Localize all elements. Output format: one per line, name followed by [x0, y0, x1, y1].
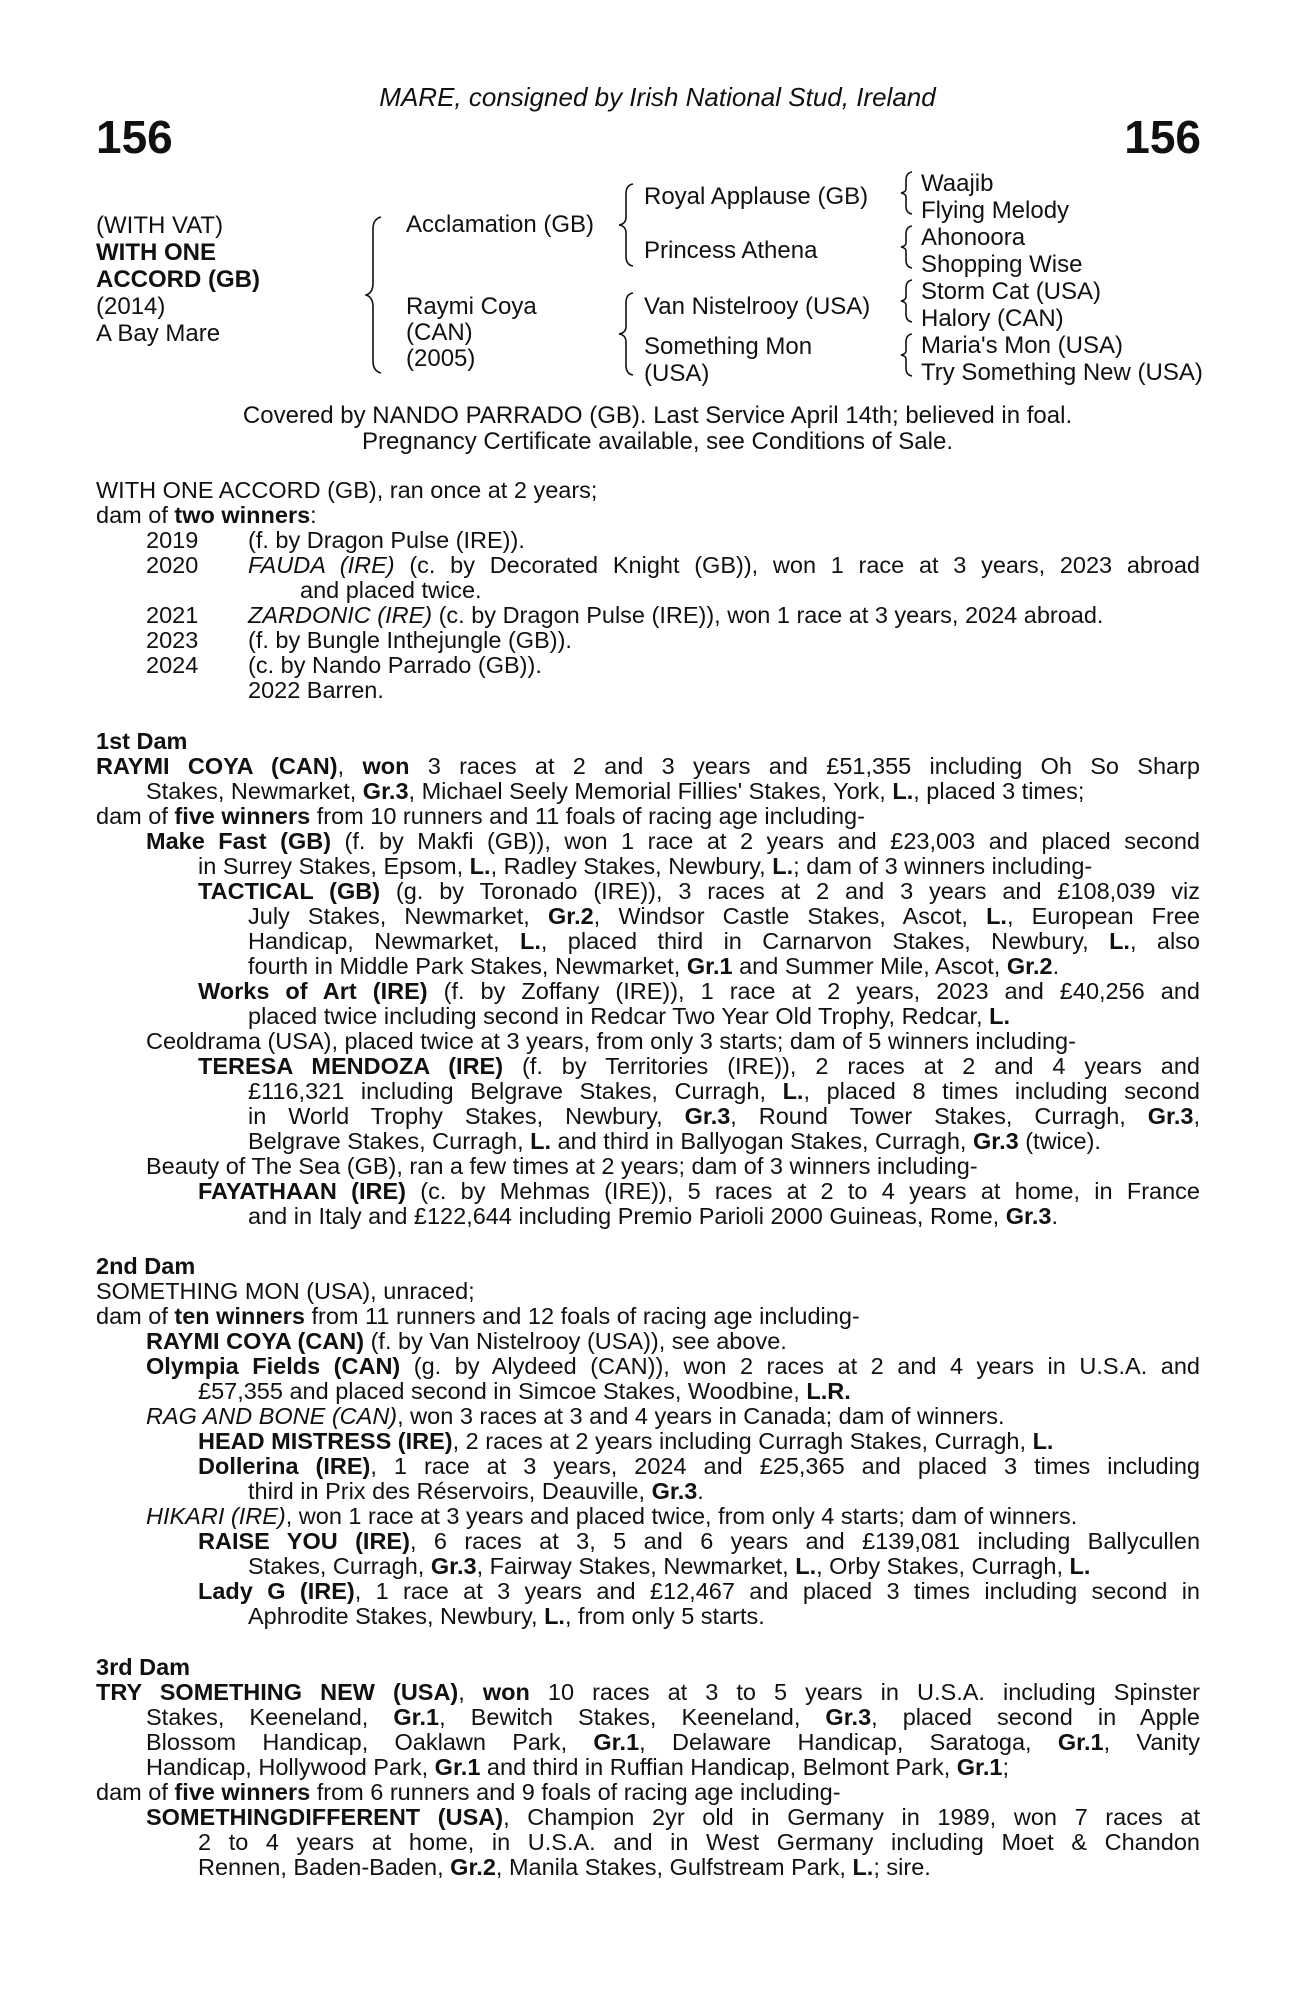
- text-line: Blossom Handicap, Oaklawn Park, Gr.1, Delaware Handicap, Saratoga, Gr.1, Vanity: [146, 1729, 1200, 1755]
- text-line: Lady G (IRE), 1 race at 3 years and £12,467 and placed 3 times including second in: [198, 1578, 1200, 1604]
- ggp-3: Ahonoora: [921, 224, 1026, 251]
- ggp-brace-1: [900, 170, 914, 216]
- text-line: 2 to 4 years at home, in U.S.A. and in West Germany including Moet & Chandon: [198, 1829, 1200, 1855]
- text-line: £57,355 and placed second in Simcoe Stakes, Woodbine, L.R.: [198, 1378, 851, 1404]
- produce-intro1: WITH ONE ACCORD (GB), ran once at 2 years;: [96, 477, 598, 503]
- ggp-6: Halory (CAN): [921, 305, 1064, 332]
- text-line: SOMETHINGDIFFERENT (USA), Champion 2yr old in Germany in 1989, won 7 races at: [146, 1804, 1200, 1830]
- text-line: Stakes, Keeneland, Gr.1, Bewitch Stakes, Keeneland, Gr.3, placed second in Apple: [146, 1704, 1201, 1730]
- produce-entry: ZARDONIC (IRE) (c. by Dragon Pulse (IRE)), won 1 race at 3 years, 2024 abroad.: [248, 602, 1104, 628]
- produce-entry: FAUDA (IRE) (c. by Decorated Knight (GB)), won 1 race at 3 years, 2023 abroad: [248, 552, 1201, 578]
- ggp-1: Waajib: [921, 170, 994, 197]
- produce-entry-cont: and placed twice.: [300, 577, 482, 603]
- text-line: July Stakes, Newmarket, Gr.2, Windsor Castle Stakes, Ascot, L., European Free: [248, 903, 1200, 929]
- text-line: Beauty of The Sea (GB), ran a few times at 2 years; dam of 3 winners including-: [146, 1153, 978, 1179]
- text-line: dam of five winners from 6 runners and 9 foals of racing age including-: [96, 1779, 841, 1805]
- main-brace: [365, 215, 385, 375]
- dam-dam-line2: (USA): [644, 360, 710, 387]
- produce-entry: (f. by Dragon Pulse (IRE)).: [248, 527, 525, 553]
- sire-brace: [618, 182, 636, 268]
- produce-year: 2021: [146, 602, 199, 628]
- text-line: Make Fast (GB) (f. by Makfi (GB)), won 1 race at 2 years and £23,003 and placed second: [146, 828, 1200, 854]
- covered-line2: Pregnancy Certificate available, see Conditions of Sale.: [362, 428, 953, 455]
- dam-name-line3: (2005): [406, 345, 476, 372]
- text-line: RAYMI COYA (CAN) (f. by Van Nistelrooy (USA)), see above.: [146, 1328, 787, 1354]
- sire-sire: Royal Applause (GB): [644, 183, 869, 210]
- produce-entry: (f. by Bungle Inthejungle (GB)).: [248, 627, 572, 653]
- text-line: HIKARI (IRE), won 1 race at 3 years and placed twice, from only 4 starts; dam of winners.: [146, 1503, 1078, 1529]
- sire-dam: Princess Athena: [644, 237, 818, 264]
- covered-line1: Covered by NANDO PARRADO (GB). Last Service April 14th; believed in foal.: [242, 402, 1073, 429]
- text-line: third in Prix des Réservoirs, Deauville, Gr.3.: [248, 1478, 704, 1504]
- lot-number-right: 156: [1124, 111, 1201, 163]
- produce-entry: (c. by Nando Parrado (GB)).: [248, 652, 542, 678]
- produce-year: 2023: [146, 627, 199, 653]
- produce-barren: 2022 Barren.: [248, 677, 384, 703]
- text-line: TRY SOMETHING NEW (USA), won 10 races at 3 to 5 years in U.S.A. including Spinster: [96, 1679, 1200, 1705]
- dam-name-line2: (CAN): [406, 319, 473, 346]
- page-header-title: MARE, consigned by Irish National Stud, Ireland: [379, 82, 936, 112]
- lot-number-left: 156: [96, 111, 173, 163]
- text-line: placed twice including second in Redcar Two Year Old Trophy, Redcar, L.: [248, 1003, 1011, 1029]
- text-line: in Surrey Stakes, Epsom, L., Radley Stakes, Newbury, L.; dam of 3 winners including-: [198, 853, 1093, 879]
- horse-name-line1: WITH ONE: [96, 239, 216, 266]
- text-line: HEAD MISTRESS (IRE), 2 races at 2 years including Curragh Stakes, Curragh, L.: [198, 1428, 1054, 1454]
- text-line: in World Trophy Stakes, Newbury, Gr.3, Round Tower Stakes, Curragh, Gr.3,: [248, 1103, 1200, 1129]
- text-line: Rennen, Baden-Baden, Gr.2, Manila Stakes, Gulfstream Park, L.; sire.: [198, 1854, 931, 1880]
- ggp-4: Shopping Wise: [921, 251, 1083, 278]
- section-heading: 1st Dam: [96, 728, 188, 754]
- ggp-2: Flying Melody: [921, 197, 1070, 224]
- text-line: and in Italy and £122,644 including Premio Parioli 2000 Guineas, Rome, Gr.3.: [248, 1203, 1058, 1229]
- sire-name: Acclamation (GB): [406, 211, 595, 238]
- text-line: Aphrodite Stakes, Newbury, L., from only 5 starts.: [248, 1603, 765, 1629]
- dam-dam-line1: Something Mon: [644, 333, 813, 360]
- text-line: Handicap, Hollywood Park, Gr.1 and third in Ruffian Handicap, Belmont Park, Gr.1;: [146, 1754, 1010, 1780]
- text-line: SOMETHING MON (USA), unraced;: [96, 1278, 475, 1304]
- produce-year: 2019: [146, 527, 199, 553]
- text-line: Works of Art (IRE) (f. by Zoffany (IRE)), 1 race at 2 years, 2023 and £40,256 and: [198, 978, 1200, 1004]
- produce-year: 2020: [146, 552, 199, 578]
- ggp-5: Storm Cat (USA): [921, 278, 1102, 305]
- section-heading: 2nd Dam: [96, 1253, 196, 1279]
- horse-description: A Bay Mare: [96, 320, 221, 347]
- text-line: dam of five winners from 10 runners and 11 foals of racing age including-: [96, 803, 865, 829]
- horse-year: (2014): [96, 293, 166, 320]
- text-line: £116,321 including Belgrave Stakes, Curragh, L., placed 8 times including second: [248, 1078, 1200, 1104]
- text-line: fourth in Middle Park Stakes, Newmarket, Gr.1 and Summer Mile, Ascot, Gr.2.: [248, 953, 1060, 979]
- text-line: RAYMI COYA (CAN), won 3 races at 2 and 3 years and £51,355 including Oh So Sharp: [96, 753, 1200, 779]
- section-heading: 3rd Dam: [96, 1654, 191, 1680]
- dam-sire: Van Nistelrooy (USA): [644, 293, 871, 320]
- text-line: Stakes, Newmarket, Gr.3, Michael Seely Memorial Fillies' Stakes, York, L., placed 3 times;: [146, 778, 1085, 804]
- produce-intro2: dam of two winners:: [96, 502, 317, 528]
- text-line: RAISE YOU (IRE), 6 races at 3, 5 and 6 years and £139,081 including Ballycullen: [198, 1528, 1201, 1554]
- ggp-brace-3: [900, 278, 914, 324]
- text-line: Handicap, Newmarket, L., placed third in Carnarvon Stakes, Newbury, L., also: [248, 928, 1200, 954]
- text-line: Belgrave Stakes, Curragh, L. and third in Ballyogan Stakes, Curragh, Gr.3 (twice).: [248, 1128, 1101, 1154]
- ggp-8: Try Something New (USA): [921, 359, 1203, 386]
- text-line: FAYATHAAN (IRE) (c. by Mehmas (IRE)), 5 races at 2 to 4 years at home, in France: [198, 1178, 1201, 1204]
- text-line: dam of ten winners from 11 runners and 12 foals of racing age including-: [96, 1303, 860, 1329]
- text-line: Dollerina (IRE), 1 race at 3 years, 2024 and £25,365 and placed 3 times including: [198, 1453, 1200, 1479]
- vat-label: (WITH VAT): [96, 212, 224, 239]
- text-line: RAG AND BONE (CAN), won 3 races at 3 and 4 years in Canada; dam of winners.: [146, 1403, 1005, 1429]
- text-line: Ceoldrama (USA), placed twice at 3 years, from only 3 starts; dam of 5 winners including-: [146, 1028, 1076, 1054]
- ggp-brace-2: [900, 224, 914, 270]
- dam-brace: [618, 291, 636, 377]
- text-line: TERESA MENDOZA (IRE) (f. by Territories (IRE)), 2 races at 2 and 4 years and: [198, 1053, 1200, 1079]
- horse-name-line2: ACCORD (GB): [96, 266, 260, 293]
- ggp-brace-4: [900, 332, 914, 378]
- text-line: TACTICAL (GB) (g. by Toronado (IRE)), 3 races at 2 and 3 years and £108,039 viz: [198, 878, 1200, 904]
- ggp-7: Maria's Mon (USA): [921, 332, 1123, 359]
- produce-year: 2024: [146, 652, 199, 678]
- dam-name-line1: Raymi Coya: [406, 293, 537, 320]
- text-line: Olympia Fields (CAN) (g. by Alydeed (CAN)), won 2 races at 2 and 4 years in U.S.A. and: [146, 1353, 1200, 1379]
- text-line: Stakes, Curragh, Gr.3, Fairway Stakes, Newmarket, L., Orby Stakes, Curragh, L.: [248, 1553, 1091, 1579]
